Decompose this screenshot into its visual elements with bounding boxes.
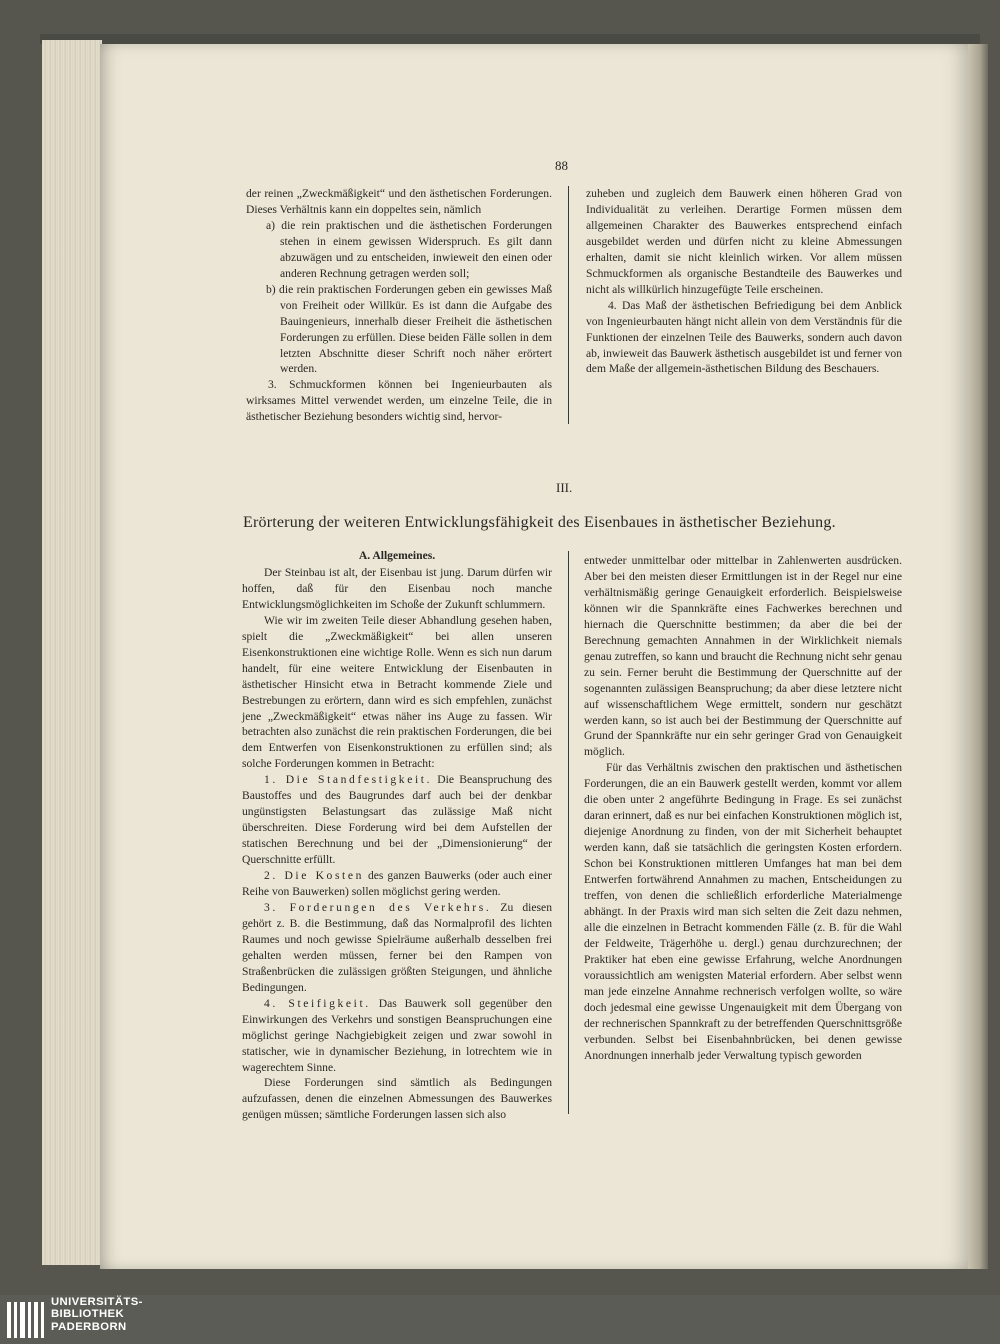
library-logo-icon <box>6 1296 46 1340</box>
spaced-lead: 1. Die Standfestigkeit. <box>264 773 433 787</box>
spaced-lead: 3. Forderungen des Verkehrs. <box>264 900 492 914</box>
library-footer <box>0 1295 1000 1344</box>
top-right-column <box>586 186 902 377</box>
section-title: Erörterung der weiteren Entwicklungsfähigkeit des Eisenbaues in ästhetischer Beziehung. <box>243 514 836 531</box>
bottom-left-paragraphs <box>242 565 552 1123</box>
book-right-edge <box>968 44 988 1269</box>
book-page-stack <box>42 40 102 1265</box>
paragraph: 4. Steifigkeit. Das Bauwerk soll gegenüber den Einwirkungen des Verkehrs und sonstigen Beanspruchungen eine möglichst geringe Nachgiebigkeit zeigen und zwar sowohl in statischer, wie in dynamischer Beziehung, in lotrechtem wie in wagerechtem Sinne. <box>242 996 552 1074</box>
bottom-left-column <box>242 548 552 1123</box>
spaced-lead: 4. Steifigkeit. <box>264 996 371 1010</box>
paragraph: 3. Forderungen des Verkehrs. Zu diesen gehört z. B. die Bestimmung, daß das Normalprofil des lichten Raumes und noch gewisse Spielräume außerhalb desselben frei gehalten werden müssen, ferner bei den Rampen von Straßenbrücken die zulässigen größten Steigungen, und ähnliche Bedingungen. <box>242 900 552 994</box>
paragraph: b) die rein praktischen Forderungen geben ein gewisses Maß von Freiheit oder Willkür. Es ist dann die Aufgabe des Bauingenieurs, innerhalb dieser Freiheit die ästhetischen Forderungen zu erfüllen. Diese beiden Fälle sollen in dem letzten Abschnitte dieser Schrift noch näher erörtert werden. <box>266 282 552 376</box>
paragraph: 1. Die Standfestigkeit. Die Beanspruchung des Baustoffes und des Baugrundes darf auch bei der denkbar ungünstigsten Belastungsart das zulässige Maß nicht überschreiten. Diese Forderung wird bei dem Aufstellen der statischen Berechnung und bei der „Dimensionierung“ der Querschnitte erfüllt. <box>242 773 553 867</box>
logo-line-3: PADERBORN <box>51 1320 127 1333</box>
paragraph: Für das Verhältnis zwischen den praktischen und ästhetischen Forderungen, die an ein Bauwerk gestellt werden, kommt vor allem die oben unter 2 angeführte Bedingung in Frage. Es sei zunächst daran erinnert, daß es nur bei einfachen Konstruktionen möglich ist, diejenige Anordnung zu finden, von der mit Sicherheit behauptet werden kann, daß sie tatsächlich die geringsten Kosten erfordern. Schon bei Konstruktionen mittleren Umfanges hat man bei dem Entwerfen fortwährend Annahmen zu machen, Entscheidungen zu treffen, von denen die schließlich erforderliche Materialmenge abhängt. In der Praxis wird man sich selten die Zeit dazu nehmen, alle die einzelnen in Betracht kommenden Fälle (z. B. für die Wahl der Feldweite, Trägerhöhe u. dergl.) genau durchzurechnen; der Praktiker hat eben eine gewisse Erfahrung, welche Anordnungen voraussichtlich am wenigsten Material erfordern. Aber selbst wenn man jede einzelne Annahme rechnerisch verfolgen wollte, so wäre doch jedesmal eine gewisse Ungenauigkeit mit dem Übergang von der rechnerischen Spannkraft zu der betreffenden Querschnittsgröße verbunden. Selbst bei Eisenbahnbrücken, bei denen gewisse Anordnungen innerhalb jeder Verwaltung typisch geworden <box>584 761 902 1062</box>
paragraph: Der Steinbau ist alt, der Eisenbau ist jung. Darum dürfen wir hoffen, daß für den Eisenbau noch manche Entwicklungsmöglichkeiten im Schoße der Zukunft schlummern. <box>242 565 552 611</box>
paragraph: zuheben und zugleich dem Bauwerk einen höheren Grad von Individualität zu verleihen. Derartige Formen müssen dem allgemeinen Charakter des Bauwerkes entsprechend einfach ausgebildet werden und dürfen nicht zu kleine Abmessungen erhalten, damit sie nicht kleinlich wirken. Vor allem müssen Schmuckformen als organische Bestandteile des Bauwerkes und nicht als willkürlich hinzugefügte Teile erscheinen. <box>586 187 902 296</box>
column-divider-top <box>568 186 569 424</box>
page-number: 88 <box>555 158 568 173</box>
paragraph: Wie wir im zweiten Teile dieser Abhandlung gesehen haben, spielt die „Zweckmäßigkeit“ bei allen unseren Eisenkonstruktionen eine wichtige Rolle. Wenn es sich nun darum handelt, für eine weitere Entwicklung der Eisenbauten in ästhetischer Hinsicht etwa in Betracht kommende Ziele und Bestrebungen zu erörtern, dann wird es sich empfehlen, zunächst jene „Zweckmäßigkeit“ etwas näher ins Auge zu fassen. Wir betrachten also zunächst die rein praktischen Forderungen, die bei dem Entwerfen von Eisenkonstruktionen zu erfüllen sind; als solche Forderungen kommen in Betracht: <box>242 613 552 771</box>
paragraph: 2. Die Kosten des ganzen Bauwerks (oder auch einer Reihe von Bauwerken) sollen möglichst gering werden. <box>242 869 552 899</box>
paragraph: entweder unmittelbar oder mittelbar in Zahlenwerten ausdrücken. Aber bei den meisten dieser Ermittlungen ist in der Regel nur eine verhältnismäßig geringe Genauigkeit erforderlich. Beispielsweise können wir die Spannkräfte eines Fachwerkes berechnen und hiernach die Querschnitte bestimmen; da aber die bei der Berechnung gemachten Annahmen in der Wirklichkeit niemals genau zutreffen, so kann und braucht die Rechnung nicht sehr genau zu sein. Ferner beruht die Bestimmung der Querschnitte auf der sogenannten zulässigen Beanspruchung; da aber diese letztere nicht auf wissenschaftlichem Wege ermittelt, sondern nur geschätzt werden kann, so ist auch bei der Bestimmung der Querschnitte auf Grund der Spannkräfte nur ein sehr geringer Grad von Genauigkeit möglich. <box>584 554 902 759</box>
book-cover-edge <box>40 34 980 44</box>
paragraph: 4. Das Maß der ästhetischen Befriedigung bei dem Anblick von Ingenieurbauten hängt nicht allein von dem Verständnis für die Funktionen der einzelnen Teile des Bauwerks, sondern auch davon ab, inwieweit das Bauwerk ästhetisch ausgebildet ist und ferner von dem Maße der allgemein-ästhetischen Bildung des Beschauers. <box>586 298 902 376</box>
subsection-heading: A. Allgemeines. <box>358 549 436 562</box>
library-logo-text <box>51 1296 143 1333</box>
logo-line-1: UNIVERSITÄTS- <box>51 1296 143 1308</box>
section-number: III. <box>556 480 573 495</box>
paragraph: der reinen „Zweckmäßigkeit“ und den ästhetischen Forderungen. Dieses Verhältnis kann ein doppeltes sein, nämlich <box>246 187 552 216</box>
bottom-right-column <box>584 553 902 1064</box>
paragraph: Diese Forderungen sind sämtlich als Bedingungen aufzufassen, denen die einzelnen Abmessungen des Bauwerkes genügen müssen; sämtliche Forderungen lassen sich also <box>242 1076 552 1122</box>
column-divider-bottom <box>568 551 569 1114</box>
logo-line-2: BIBLIOTHEK <box>51 1308 125 1321</box>
spaced-lead: 2. Die Kosten <box>264 869 365 883</box>
top-left-column <box>246 186 552 425</box>
paragraph: a) die rein praktischen und die ästhetischen Forderungen stehen in einem gewissen Widerspruch. Es gilt dann abzuwägen und zu entscheiden, inwieweit den einen oder anderen Rechnung getragen werden soll; <box>266 218 552 280</box>
paragraph: 3. Schmuckformen können bei Ingenieurbauten als wirksames Mittel verwendet werden, um einzelne Teile, die in ästhetischer Beziehung besonders wichtig sind, hervor- <box>246 378 552 424</box>
